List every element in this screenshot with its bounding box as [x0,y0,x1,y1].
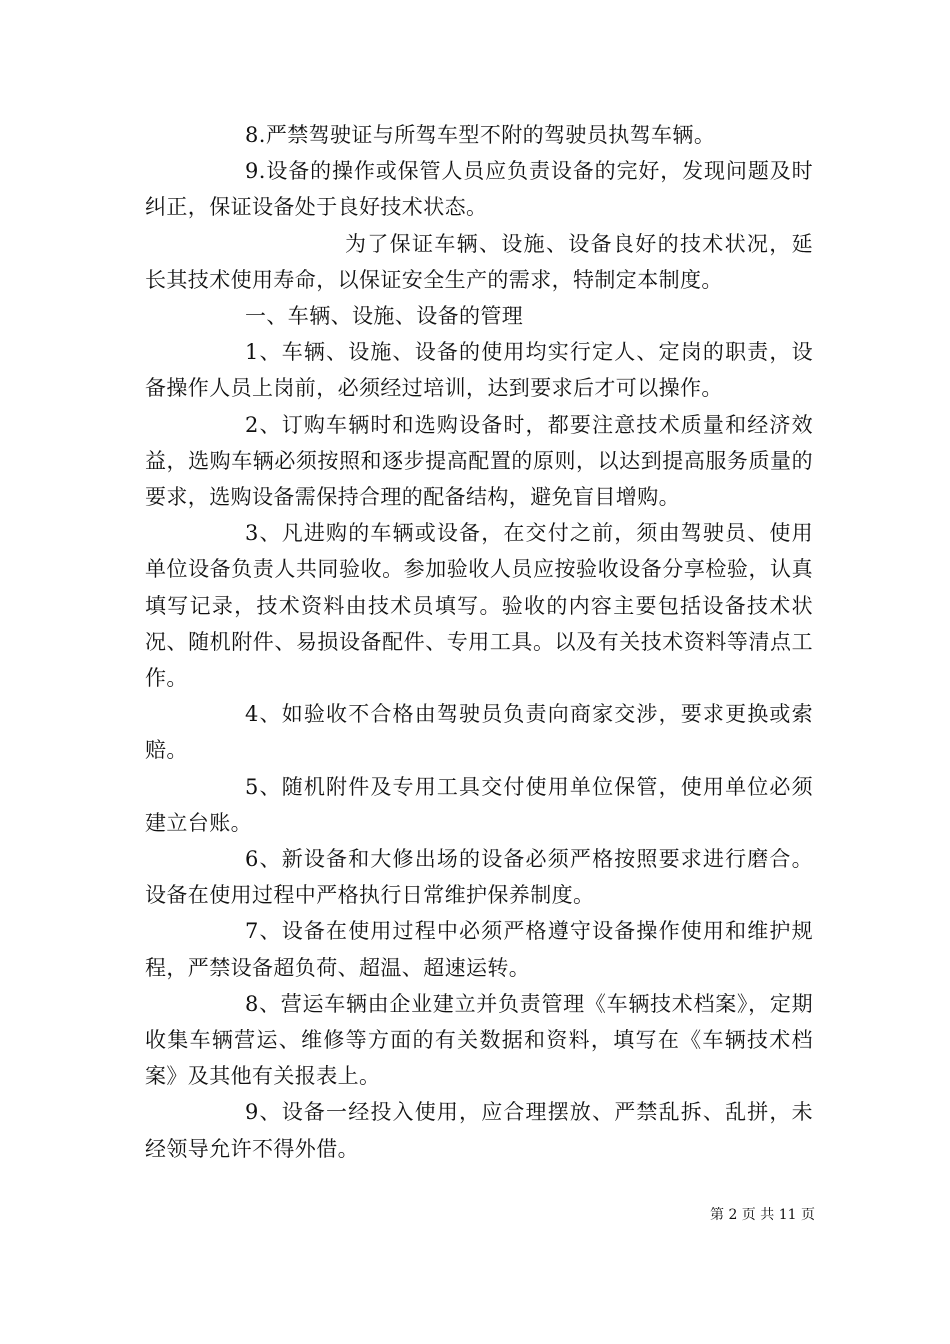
paragraph-item-8-driver-license: 8.严禁驾驶证与所驾车型不附的驾驶员执驾车辆。 [245,123,716,147]
paragraph-clause-5: 5、随机附件及专用工具交付使用单位保管，使用单位必须建立台账。 [145,774,813,835]
document-body [145,117,813,1167]
paragraph-clause-2: 2、订购车辆时和选购设备时，都要注意技术质量和经济效益，选购车辆必须按照和逐步提高配置的原则，以达到提高服务质量的要求，选购设备需保持合理的配备结构，避免盲目增购。 [145,412,813,510]
paragraph-clause-1: 1、车辆、设施、设备的使用均实行定人、定岗的职责，设备操作人员上岗前，必须经过培训，达到要求后才可以操作。 [145,340,813,401]
paragraph-clause-4: 4、如验收不合格由驾驶员负责向商家交涉，要求更换或索赔。 [145,702,813,763]
paragraph-intro: 为了保证车辆、设施、设备良好的技术状况，延长其技术使用寿命，以保证安全生产的需求，特制定本制度。 [145,231,813,292]
paragraph-clause-6: 6、新设备和大修出场的设备必须严格按照要求进行磨合。设备在使用过程中严格执行日常维护保养制度。 [145,847,813,908]
paragraph-clause-7: 7、设备在使用过程中必须严格遵守设备操作使用和维护规程，严禁设备超负荷、超温、超速运转。 [145,919,813,980]
paragraph-clause-8: 8、营运车辆由企业建立并负责管理《车辆技术档案》，定期收集车辆营运、维修等方面的有关数据和资料，填写在《车辆技术档案》及其他有关报表上。 [145,991,813,1089]
paragraph-clause-9: 9、设备一经投入使用，应合理摆放、严禁乱拆、乱拼，未经领导允许不得外借。 [145,1100,813,1161]
page-number: 第 2 页 共 11 页 [710,1207,815,1223]
section-heading: 一、车辆、设施、设备的管理 [245,304,524,329]
paragraph-item-9-equipment-operator: 9.设备的操作或保管人员应负责设备的完好，发现问题及时纠正，保证设备处于良好技术状态。 [145,159,813,220]
paragraph-clause-3: 3、凡进购的车辆或设备，在交付之前，须由驾驶员、使用单位设备负责人共同验收。参加验收人员应按验收设备分享检验，认真填写记录，技术资料由技术员填写。验收的内容主要包括设备技术状况、随机附件、易损设备配件、专用工具。以及有关技术资料等清点工作。 [145,521,813,691]
